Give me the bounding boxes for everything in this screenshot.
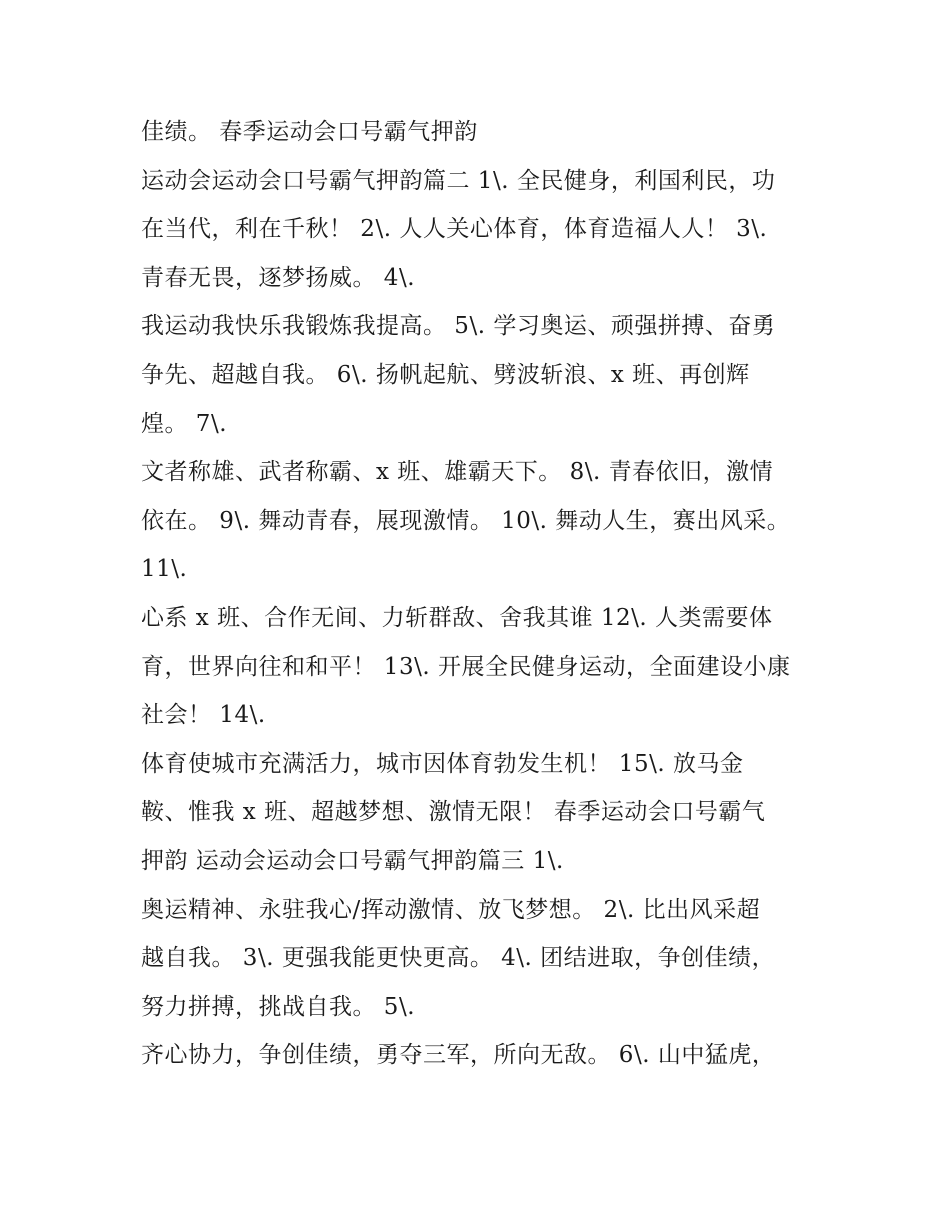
text-line-14: 体育使城市充满活力，城市因体育勃发生机！ 15\. 放马金 (141, 750, 744, 777)
text-line-9: 依在。 9\. 舞动青春，展现激情。 10\. 舞动人生，赛出风采。 (141, 507, 791, 534)
text-line-4: 青春无畏，逐梦扬威。 4\. (141, 264, 416, 291)
text-line-6: 争先、超越自我。 6\. 扬帆起航、劈波斩浪、x 班、再创辉 (141, 361, 750, 388)
text-line-15: 鞍、惟我 x 班、超越梦想、激情无限！ 春季运动会口号霸气 (141, 799, 766, 826)
text-line-5: 我运动我快乐我锻炼我提高。 5\. 学习奥运、顽强拼搏、奋勇 (141, 313, 776, 340)
text-line-2: 运动会运动会口号霸气押韵篇二 1\. 全民健身，利国利民，功 (141, 167, 776, 194)
text-line-19: 努力拼搏，挑战自我。 5\. (141, 993, 416, 1020)
text-line-16: 押韵 运动会运动会口号霸气押韵篇三 1\. (141, 847, 564, 874)
text-line-18: 越自我。 3\. 更强我能更快更高。 4\. 团结进取，争创佳绩， (141, 945, 776, 972)
text-line-1: 佳绩。 春季运动会口号霸气押韵 (141, 119, 478, 145)
text-line-8: 文者称雄、武者称霸、x 班、雄霸天下。 8\. 青春依旧，激情 (141, 459, 774, 486)
document-body (141, 108, 821, 1080)
text-line-17: 奥运精神、永驻我心/挥动激情、放飞梦想。 2\. 比出风采超 (141, 896, 761, 923)
text-line-11: 心系 x 班、合作无间、力斩群敌、舍我其谁 12\. 人类需要体 (141, 604, 773, 631)
text-line-12: 育，世界向往和和平！ 13\. 开展全民健身运动，全面建设小康 (141, 653, 791, 680)
text-line-10: 11\. (141, 556, 188, 583)
text-line-3: 在当代，利在千秋！ 2\. 人人关心体育，体育造福人人！ 3\. (141, 216, 768, 243)
text-line-20: 齐心协力，争创佳绩，勇夺三军，所向无敌。 6\. 山中猛虎， (141, 1042, 776, 1069)
text-line-13: 社会！ 14\. (141, 702, 266, 729)
text-line-7: 煌。 7\. (141, 410, 228, 437)
